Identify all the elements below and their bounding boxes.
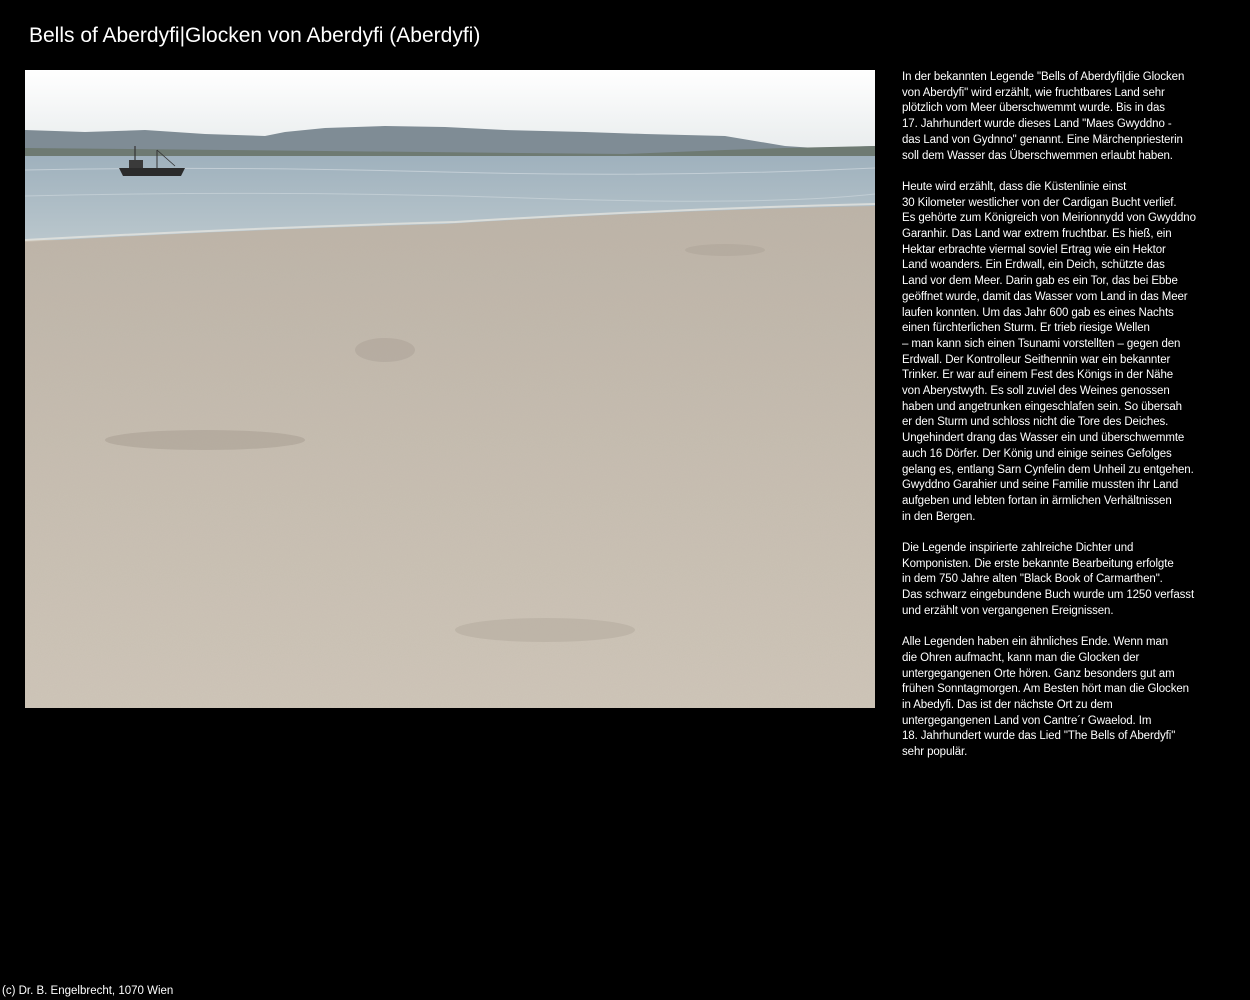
description-line: Ungehindert drang das Wasser ein und überschwemmte	[902, 432, 1185, 445]
description-line: in Abedyfi. Das ist der nächste Ort zu dem	[902, 699, 1113, 712]
description-line: 17. Jahrhundert wurde dieses Land "Maes Gwyddno -	[902, 118, 1172, 131]
description-line: Die Legende inspirierte zahlreiche Dichter und	[902, 542, 1134, 555]
description-line: Es gehörte zum Königreich von Meirionnydd von Gwyddno	[902, 212, 1196, 225]
beach-photo-image	[25, 70, 875, 708]
description-line: Erdwall. Der Kontrolleur Seithennin war ein bekannter	[902, 353, 1171, 366]
description-line: Land woanders. Ein Erdwall, ein Deich, schützte das	[902, 259, 1165, 272]
description-line: sehr populär.	[902, 746, 968, 759]
description-line: Hektar erbrachte viermal soviel Ertrag wie ein Hektor	[902, 243, 1166, 256]
description-line: in den Bergen.	[902, 510, 976, 523]
description-line: In der bekannten Legende "Bells of Aberdyfi|die Glocken	[902, 71, 1185, 83]
description-paragraph	[902, 180, 1227, 525]
description-line: von Aberystwyth. Es soll zuviel des Weines genossen	[902, 385, 1170, 398]
description-line: laufen konnten. Um das Jahr 600 gab es eines Nachts	[902, 306, 1174, 319]
description-text	[902, 70, 1227, 777]
description-line: einen fürchterlichen Sturm. Er trieb riesige Wellen	[902, 322, 1150, 335]
description-line: das Land von Gydnno" genannt. Eine Märchenpriesterin	[902, 133, 1183, 146]
description-line: Garanhir. Das Land war extrem fruchtbar. Es hieß, ein	[902, 228, 1172, 241]
description-line: geöffnet wurde, damit das Wasser vom Land in das Meer	[902, 290, 1188, 303]
description-line: frühen Sonntagmorgen. Am Besten hört man die Glocken	[902, 683, 1189, 696]
description-line: Alle Legenden haben ein ähnliches Ende. Wenn man	[902, 636, 1169, 649]
description-line: und erzählt von vergangenen Ereignissen.	[902, 604, 1114, 617]
description-line: die Ohren aufmacht, kann man die Glocken der	[902, 651, 1140, 664]
description-line: Heute wird erzählt, dass die Küstenlinie einst	[902, 180, 1127, 193]
description-paragraph	[902, 635, 1227, 761]
description-line: aufgeben und lebten fortan in ärmlichen Verhältnissen	[902, 494, 1172, 507]
description-line: er den Sturm und schloss nicht die Tore des Deiches.	[902, 416, 1169, 429]
description-line: gelang es, entlang Sarn Cynfelin dem Unheil zu entgehen.	[902, 463, 1194, 476]
description-line: Gwyddno Garahier und seine Familie mussten ihr Land	[902, 479, 1179, 492]
description-line: Trinker. Er war auf einem Fest des Königs in der Nähe	[902, 369, 1174, 382]
description-line: soll dem Wasser das Überschwemmen erlaubt haben.	[902, 149, 1173, 162]
copyright-footer: (c) Dr. B. Engelbrecht, 1070 Wien	[2, 985, 174, 997]
description-line: Land vor dem Meer. Darin gab es ein Tor, das bei Ebbe	[902, 275, 1178, 288]
description-line: auch 16 Dörfer. Der König und einige seines Gefolges	[902, 447, 1172, 460]
description-line: – man kann sich einen Tsunami vorstellten – gegen den	[902, 337, 1181, 350]
description-line: haben und angetrunken eingeschlafen sein. So übersah	[902, 400, 1182, 413]
description-line: 30 Kilometer westlicher von der Cardigan Bucht verlief.	[902, 196, 1177, 209]
description-paragraph	[902, 70, 1227, 164]
description-line: untergegangenen Land von Cantre´r Gwaelod. Im	[902, 714, 1152, 727]
description-line: plötzlich vom Meer überschwemmt wurde. Bis in das	[902, 102, 1165, 115]
description-line: Komponisten. Die erste bekannte Bearbeitung erfolgte	[902, 557, 1174, 570]
description-line: von Aberdyfi" wird erzählt, wie fruchtbares Land sehr	[902, 86, 1165, 99]
description-line: 18. Jahrhundert wurde das Lied "The Bells of Aberdyfi"	[902, 730, 1176, 743]
description-line: in dem 750 Jahre alten "Black Book of Carmarthen".	[902, 573, 1163, 586]
description-paragraph	[902, 541, 1227, 620]
description-line: Das schwarz eingebundene Buch wurde um 1250 verfasst	[902, 589, 1195, 602]
description-line: untergegangenen Orte hören. Ganz besonders gut am	[902, 667, 1175, 680]
beach-photo	[25, 70, 875, 708]
page-title: Bells of Aberdyfi|Glocken von Aberdyfi (Aberdyfi)	[29, 24, 481, 47]
